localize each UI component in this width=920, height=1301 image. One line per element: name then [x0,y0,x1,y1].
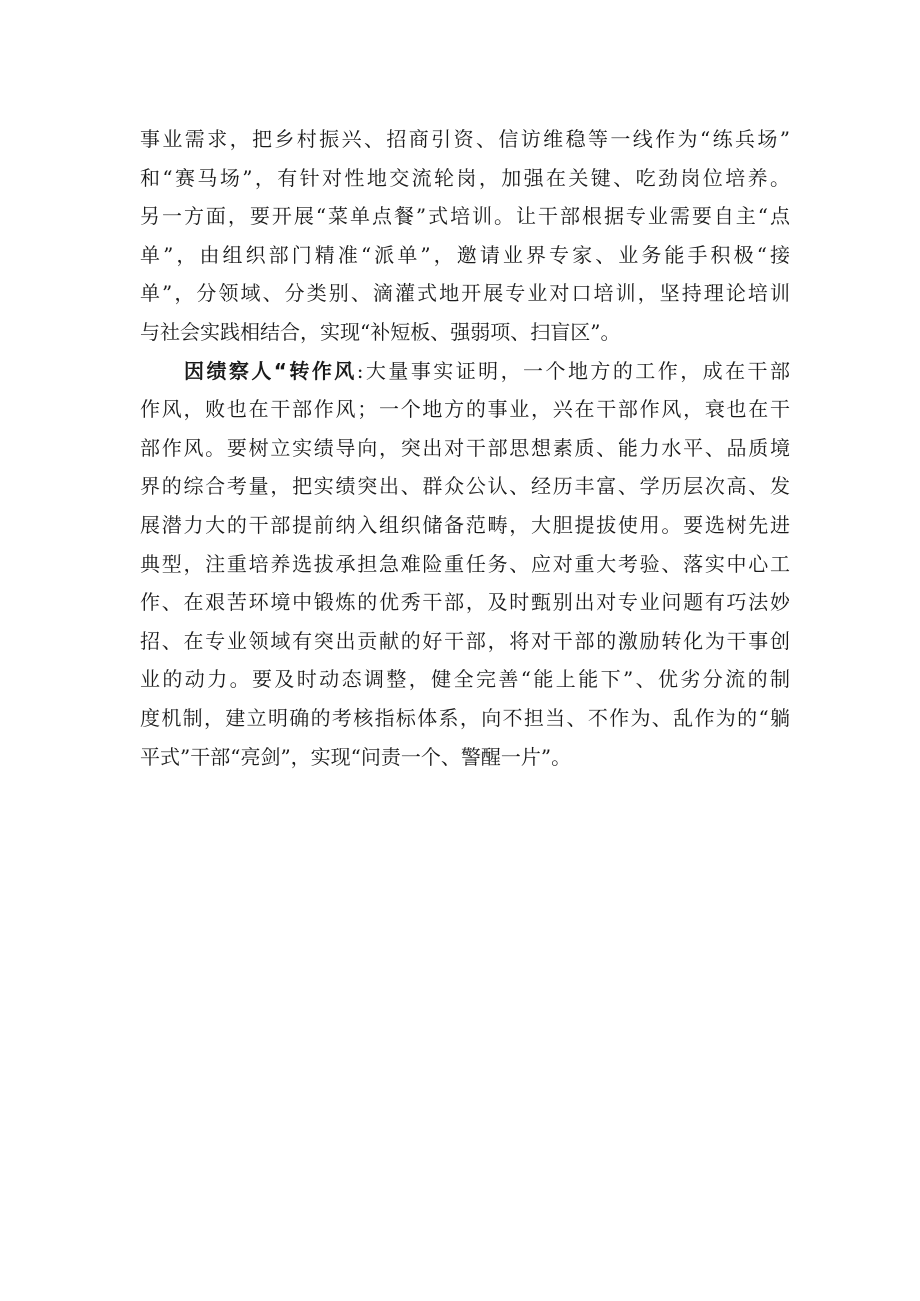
paragraph-line: 另一方面，要开展“菜单点餐”式培训。让干部根据专业需要自主“点 [140,204,790,229]
paragraph-line: 和“赛马场”，有针对性地交流轮岗，加强在关键、吃劲岗位培养。 [140,165,790,190]
paragraph-first-line [140,352,790,391]
paragraph-line: 部作风。要树立实绩导向，突出对干部思想素质、能力水平、品质境 [140,435,790,460]
paragraph-line: 事业需求，把乡村振兴、招商引资、信访维稳等一线作为“练兵场” [140,127,790,151]
paragraph-line: 与社会实践相结合，实现“补短板、强弱项、扫盲区”。 [140,319,621,344]
paragraph-2 [140,352,790,777]
paragraph-line: 作风，败也在干部作风；一个地方的事业，兴在干部作风，衰也在干 [140,397,790,422]
paragraph-line: 作、在艰苦环境中锻炼的优秀干部，及时甄别出对专业问题有巧法妙 [140,590,790,615]
paragraph-line: 典型，注重培养选拔承担急难险重任务、应对重大考验、落实中心工 [140,551,790,576]
paragraph-line: 度机制，建立明确的考核指标体系，向不担当、不作为、乱作为的“躺 [140,705,790,730]
paragraph-line: 单”，由组织部门精准“派单”，邀请业界专家、业务能手积极“接 [140,242,790,267]
paragraph-text: :大量事实证明，一个地方的工作，成在干部 [356,358,790,383]
paragraph-line: 业的动力。要及时动态调整，健全完善“能上能下”、优劣分流的制 [140,667,790,692]
section-heading: 因绩察人“转作风 [184,358,357,383]
paragraph-line: 招、在专业领域有突出贡献的好干部，将对干部的激励转化为干事创 [140,628,790,653]
paragraph-line: 展潜力大的干部提前纳入组织储备范畴，大胆提拔使用。要选树先进 [140,512,790,537]
paragraph-1 [140,120,790,352]
paragraph-line: 单”，分领域、分类别、滴灌式地开展专业对口培训，坚持理论培训 [140,281,790,306]
body-text [140,120,790,776]
paragraph-line: 平式”干部“亮剑”，实现“问责一个、警醒一片”。 [140,744,572,769]
paragraph-line: 界的综合考量，把实绩突出、群众公认、经历丰富、学历层次高、发 [140,474,790,499]
